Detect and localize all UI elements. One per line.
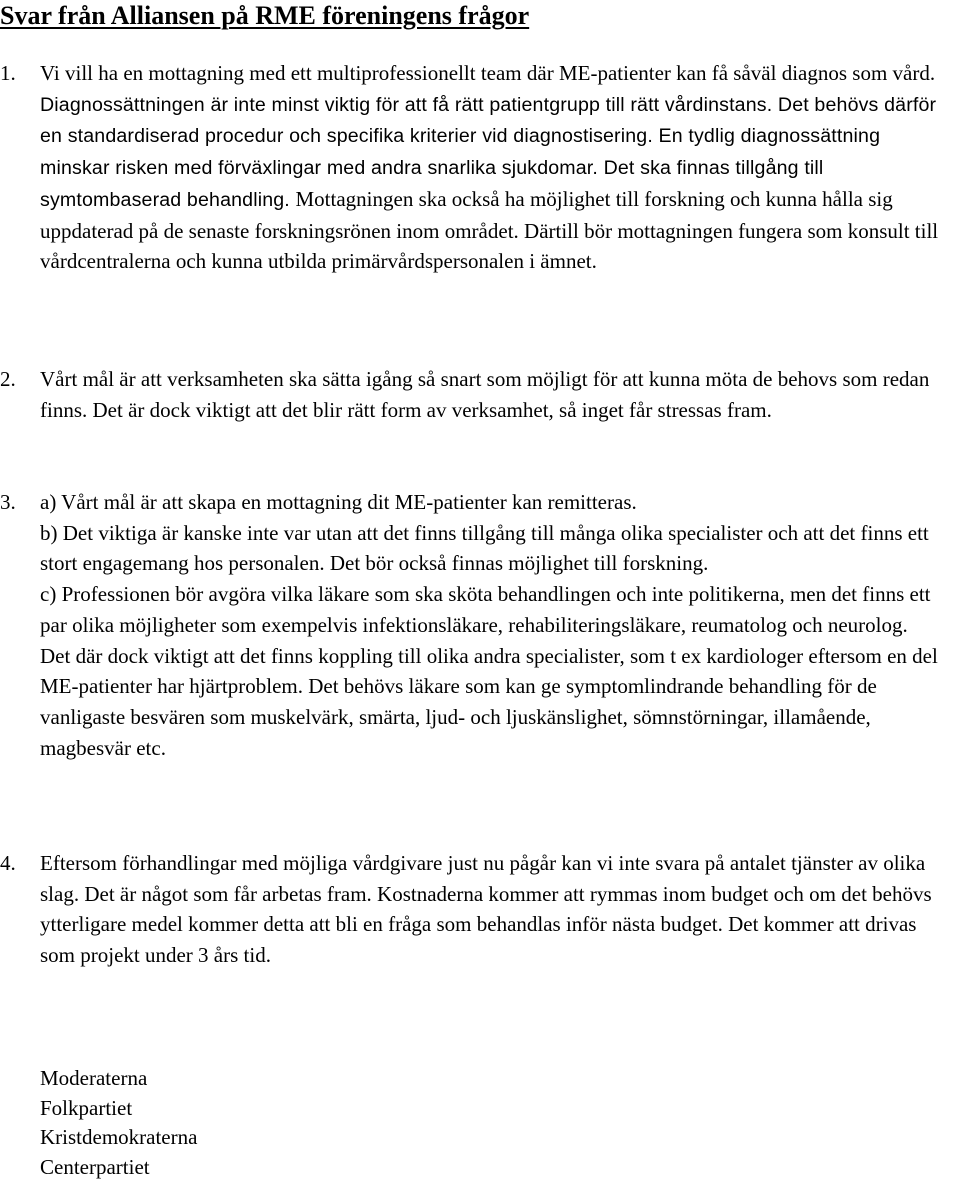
signatory: Moderaterna xyxy=(40,1066,148,1090)
signatory: Centerpartiet xyxy=(40,1154,150,1179)
item-subpoint-c: c) Professionen bör avgöra vilka läkare som ska sköta behandlingen och inte politikerna, men det finns ett par olika möjligheter som exempelvis infektionsläkare, rehabiliteringsläkare, reumatolog och neurolog. Det där dock viktigt att det finns koppling till olika andra specialister, som t ex kardiologer eftersom en del ME-patienter har hjärtproblem. Det behövs läkare som kan ge symptomlindrande behandling för de vanligaste besvären som muskelvärk, smärta, ljud- och ljuskänslighet, sömnstörningar, illamående, magbesvär etc. xyxy=(40,582,938,760)
item-text xyxy=(40,58,942,277)
item-number: 3. xyxy=(0,490,16,514)
item-text xyxy=(40,487,942,763)
item-text: Vårt mål är att verksamheten ska sätta igång så snart som möjligt för att kunna möta de behovs som redan finns. Det är dock viktigt att det blir rätt form av verksamhet, så inget får stressas fram. xyxy=(40,367,930,422)
item-text-part-a: Vi vill ha en mottagning med ett multiprofessionellt team där ME-patienter kan få såväl diagnos som vård. xyxy=(40,61,936,85)
answer-item-4 xyxy=(0,848,942,971)
item-number: 4. xyxy=(0,851,16,875)
answer-item-1 xyxy=(0,58,942,277)
item-number: 1. xyxy=(0,61,16,85)
item-number: 2. xyxy=(0,367,16,391)
item-text-part-b: Diagnossättningen är inte minst viktig för att få rätt patientgrupp till rätt vårdinstans. Det behövs därför en standardiserad procedur och specifika kriterier vid diagnostisering. En tydlig diagnossättning minskar risken med förväxlingar med andra snarlika sjukdomar. Det ska finnas tillgång till symtombaserad behandling. xyxy=(40,93,937,211)
item-text: Eftersom förhandlingar med möjliga vårdgivare just nu pågår kan vi inte svara på antalet tjänster av olika slag. Det är något som får arbetas fram. Kostnaderna kommer att rymmas inom budget och om det behövs ytterligare medel kommer detta att bli en fråga som behandlas inför nästa budget. Det kommer att drivas som projekt under 3 års tid. xyxy=(40,851,932,968)
signatory: Kristdemokraterna xyxy=(40,1125,198,1150)
answer-item-2 xyxy=(0,364,942,425)
answer-item-3 xyxy=(0,487,942,763)
item-subpoint-b: b) Det viktiga är kanske inte var utan att det finns tillgång till många olika specialister och att det finns ett stort engagemang hos personalen. Det bör också finnas möjlighet till forskning. xyxy=(40,520,929,576)
item-text-part-c: Mottagningen ska också ha möjlighet till forskning och kunna hålla sig uppdaterad på de senaste forskningsrönen inom området. Därtill bör mottagningen fungera som konsult till vårdcentralerna och kunna utbilda primärvårdspersonalen i ämnet. xyxy=(40,186,939,274)
signatory: Folkpartiet xyxy=(40,1095,133,1120)
signatory-list xyxy=(40,1064,197,1182)
document-title: Svar från Alliansen på RME föreningens frågor xyxy=(0,1,530,30)
item-subpoint-a: a) Vårt mål är att skapa en mottagning dit ME-patienter kan remitteras. xyxy=(40,490,637,514)
